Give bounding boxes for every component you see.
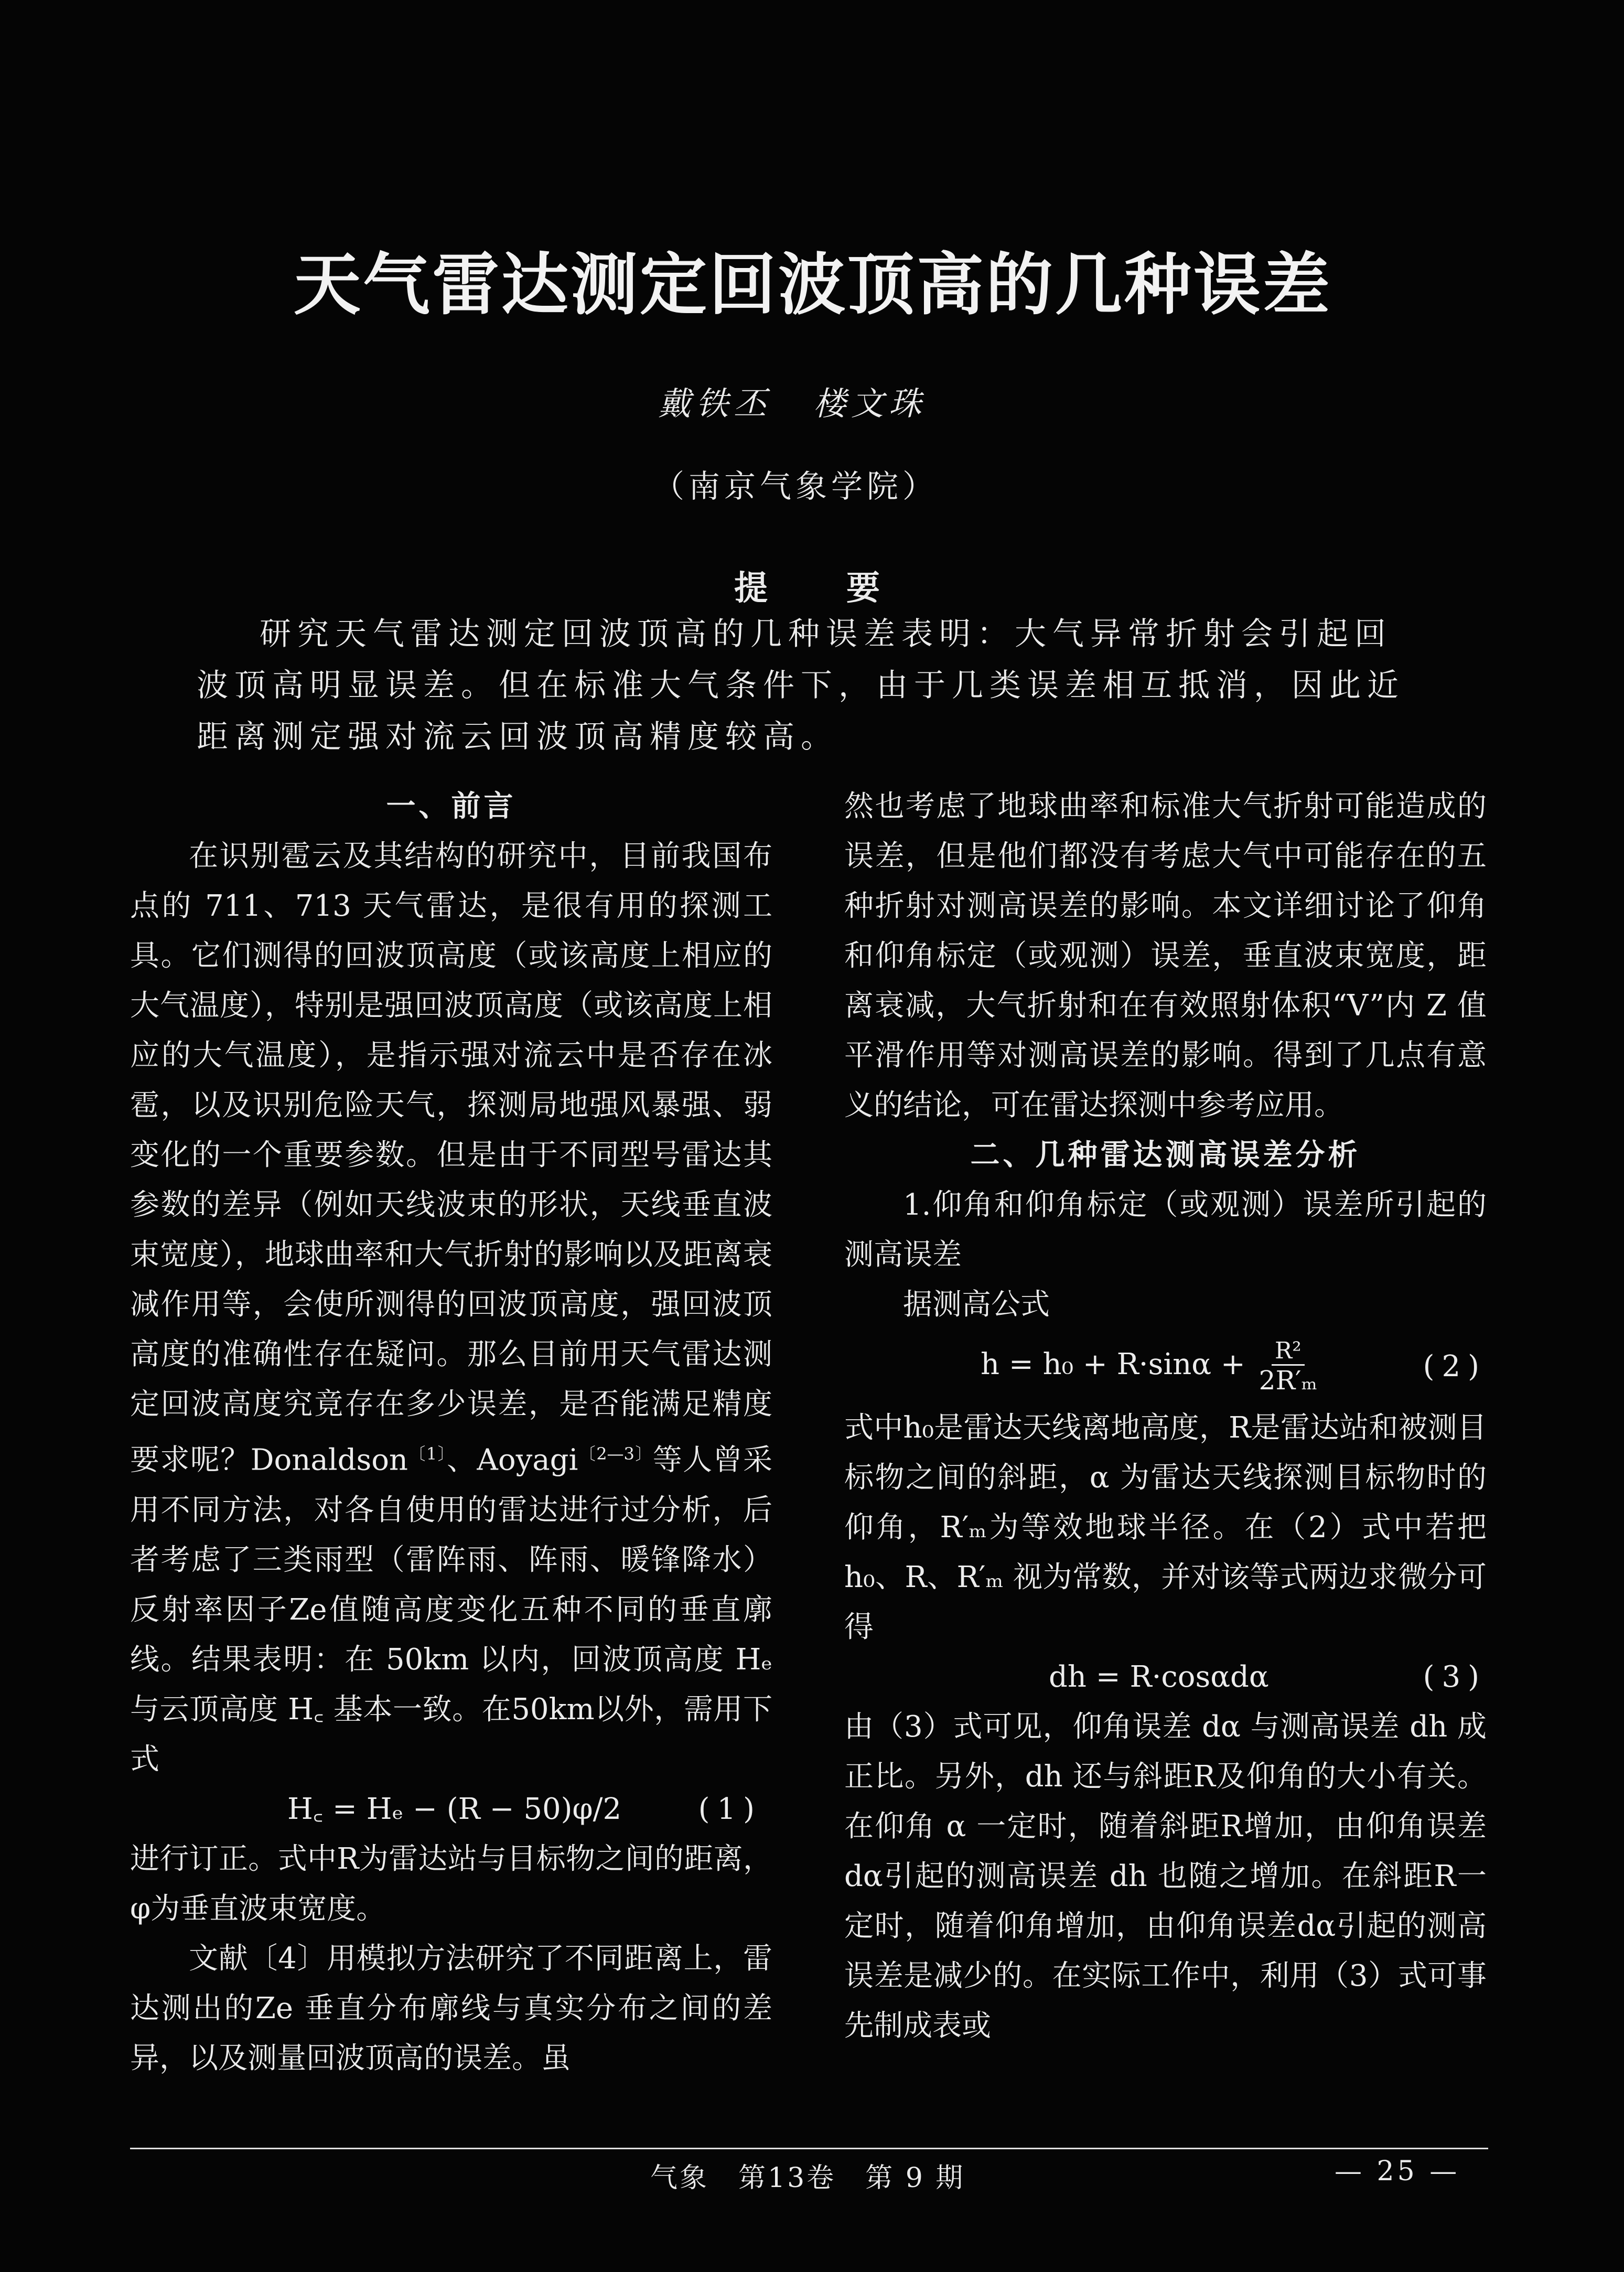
equation-body: H꜀ = Hₑ − (R − 50)φ/2 — [287, 1792, 622, 1826]
citation: 〔2—3〕 — [578, 1444, 653, 1464]
paragraph-text: 在识别雹云及其结构的研究中，目前我国布点的 711、713 天气雷达，是很有用的探测工具。它们测得的回波顶高度（或该高度上相应的大气温度），特别是强回波顶高度（或该高度上相应的大气温度），是指示强对流云中是否存在冰雹，以及识别危险天气，探测局地强风暴强、弱变化的一个重要参数。但是由于不同型号雷达其参数的差异（例如天线波束的形状，天线垂直波束宽度），地球曲率和大气折射的影响以及距离衰减作用等，会使所测得的回波顶高度，强回波顶高度的准确性存在疑问。那么目前用天气雷达测定回波高度究竟存在多少误差，是否能满足精度要求呢？Donaldson — [130, 839, 772, 1477]
fraction-numerator: R² — [1272, 1338, 1305, 1366]
paper-title: 天气雷达测定回波顶高的几种误差 — [294, 245, 1332, 324]
citation: 〔1〕 — [408, 1444, 447, 1464]
fraction-denominator: 2R′ₘ — [1259, 1365, 1318, 1396]
page-number: — 25 — — [1335, 2156, 1460, 2187]
equation-number: (3) — [1423, 1660, 1487, 1694]
right-column — [844, 781, 1487, 2051]
equation-2 — [844, 1330, 1487, 1403]
author-name: 楼文珠 — [813, 384, 927, 423]
abstract-text: 研究天气雷达测定回波顶高的几种误差表明：大气异常折射会引起回波顶高明显误差。但在标准大气条件下，由于几类误差相互抵消，因此近距离测定强对流云回波顶高精度较高。 — [197, 616, 1405, 755]
abstract — [197, 608, 1418, 763]
section-heading-intro: 一、前言 — [386, 789, 517, 823]
equation-number: (2) — [1423, 1349, 1487, 1384]
paragraph-text: 、Aoyagi — [447, 1443, 578, 1477]
equation-body: dh = R·cosαdα — [1049, 1660, 1269, 1694]
section-heading-analysis: 二、几种雷达测高误差分析 — [970, 1138, 1361, 1172]
formula-intro: 据测高公式 — [903, 1288, 1050, 1322]
body-paragraph: 由（3）式可见，仰角误差 dα 与测高误差 dh 成正比。另外，dh 还与斜距R及仰角的大小有关。在仰角 α 一定时，随着斜距R增加，由仰角误差dα引起的测高误差 dh 也随之增加。在斜距R一定时，随着仰角增加，由仰角误差dα引起的测高误差是减少的。在实际工作中，利用（3）式可事先制成表或 — [844, 1710, 1487, 2043]
body-paragraph: 式中h₀是雷达天线离地高度，R是雷达站和被测目标物之间的斜距，α 为雷达天线探测目标物时的仰角，R′ₘ为等效地球半径。在（2）式中若把 h₀、R、R′ₘ 视为常数，并对该等式两边求微分可得 — [844, 1411, 1487, 1644]
journal-info: 气象 第13卷 第 9 期 — [650, 2162, 965, 2194]
left-column — [130, 781, 772, 2083]
subsection-heading: 1.仰角和仰角标定（或观测）误差所引起的测高误差 — [844, 1188, 1487, 1272]
affiliation: （南京气象学院） — [653, 468, 938, 505]
abstract-heading: 提要 — [734, 569, 959, 608]
author-name: 戴铁丕 — [658, 384, 772, 423]
body-paragraph: 进行订正。式中R为雷达站与目标物之间的距离，φ为垂直波束宽度。 — [130, 1841, 772, 1926]
body-paragraph — [130, 831, 772, 1784]
equation-lhs: h = h₀ + R·sinα + — [981, 1347, 1245, 1381]
equation-body — [981, 1338, 1317, 1395]
author-list — [658, 378, 927, 424]
equation-number: (1) — [698, 1792, 762, 1826]
equation-1 — [130, 1784, 772, 1834]
equation-3 — [844, 1652, 1487, 1702]
equation-fraction — [1259, 1338, 1317, 1395]
body-paragraph: 然也考虑了地球曲率和标准大气折射可能造成的误差，但是他们都没有考虑大气中可能存在的五种折射对测高误差的影响。本文详细讨论了仰角和仰角标定（或观测）误差，垂直波束宽度，距离衰减，大气折射和在有效照射体积“V”内 Z 值平滑作用等对测高误差的影响。得到了几点有意义的结论，可在雷达探测中参考应用。 — [844, 789, 1487, 1122]
paragraph-text: 等人曾采用不同方法，对各自使用的雷达进行过分析，后者考虑了三类雨型（雷阵雨、阵雨、暖锋降水）反射率因子Ze值随高度变化五种不同的垂直廓线。结果表明：在 50km 以内，回波顶高度 Hₑ 与云顶高度 H꜀ 基本一致。在50km以外，需用下式 — [130, 1443, 772, 1776]
footer-divider — [130, 2148, 1488, 2149]
body-paragraph: 文献〔4〕用模拟方法研究了不同距离上，雷达测出的Ze 垂直分布廓线与真实分布之间的差异，以及测量回波顶高的误差。虽 — [130, 1941, 772, 2075]
